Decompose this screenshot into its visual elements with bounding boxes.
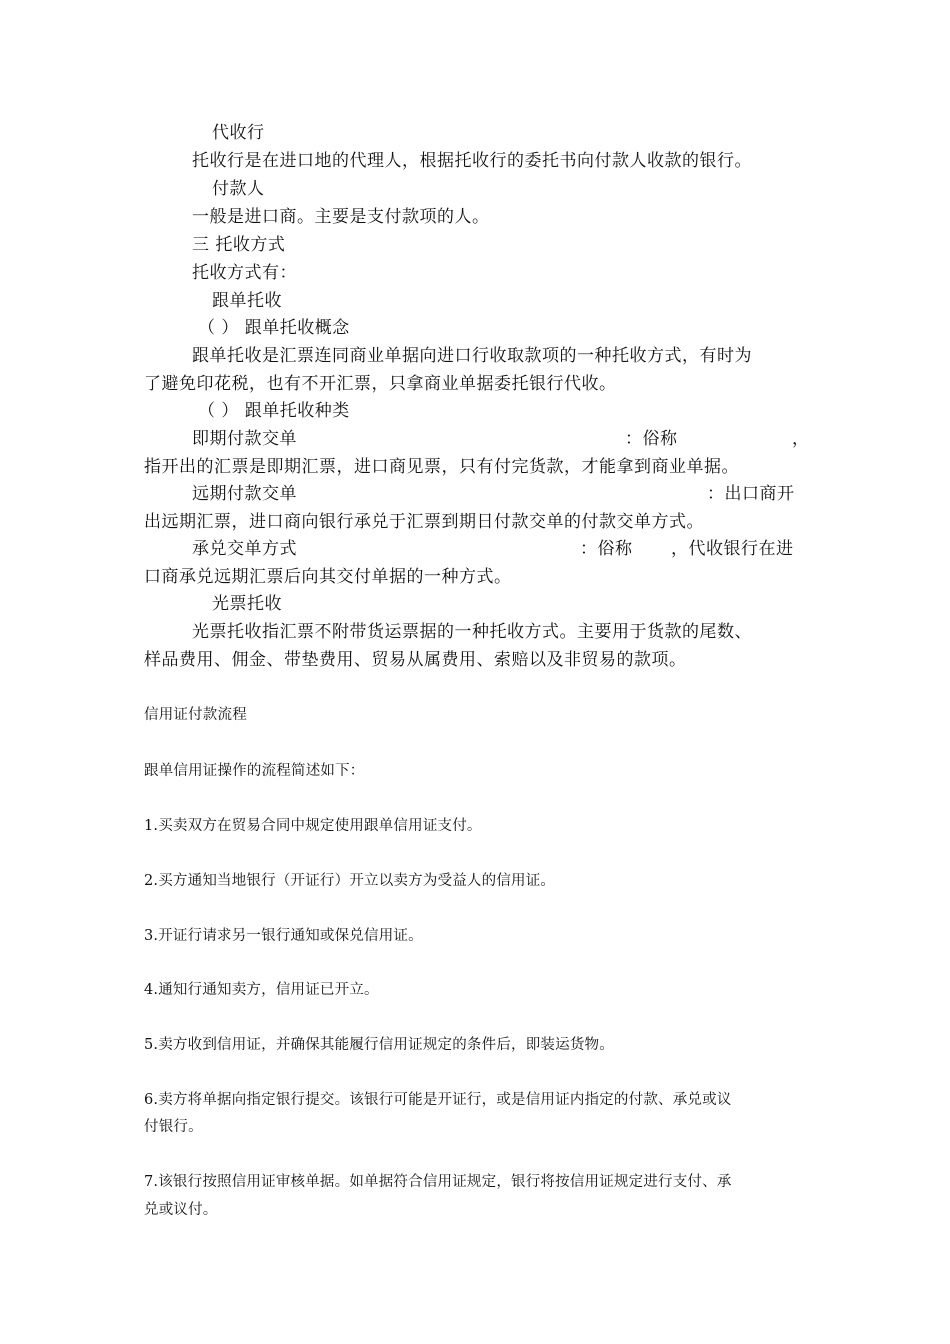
da-line2: 口商承兑远期汇票后向其交付单据的一种方式。 bbox=[144, 567, 512, 587]
lc-intro: 跟单信用证操作的流程简述如下： bbox=[144, 763, 365, 779]
paragraph-collecting-bank: 托收行是在进口地的代理人，根据托收行的委托书向付款人收款的银行。 bbox=[192, 151, 752, 171]
lc-step-7-line1: 7.该银行按照信用证审核单据。如单据符合信用证规定，银行将按信用证规定进行支付、承 bbox=[144, 1174, 732, 1190]
dp-sight-line2: 指开出的汇票是即期汇票，进口商见票，只有付完货款，才能拿到商业单据。 bbox=[144, 457, 739, 477]
collection-methods-intro: 托收方式有： bbox=[192, 263, 297, 283]
heading-collecting-bank: 代收行 bbox=[212, 123, 265, 143]
documentary-concept-line1: 跟单托收是汇票连同商业单据向进口行收取款项的一种托收方式，有时为 bbox=[192, 346, 752, 366]
lc-step-7-line2: 兑或议付。 bbox=[144, 1202, 218, 1218]
clean-collection-line2: 样品费用、佣金、带垫费用、贸易从属费用、索赔以及非贸易的款项。 bbox=[144, 650, 687, 670]
subheading-documentary-types: （ ） 跟单托收种类 bbox=[198, 401, 350, 421]
heading-documentary-collection: 跟单托收 bbox=[212, 291, 282, 311]
lc-title: 信用证付款流程 bbox=[144, 707, 247, 723]
subheading-documentary-concept: （ ） 跟单托收概念 bbox=[198, 318, 350, 338]
paragraph-drawee: 一般是进口商。主要是支付款项的人。 bbox=[192, 207, 490, 227]
dp-sight-colon: ：俗称 bbox=[625, 429, 678, 449]
dp-sight-comma: ， bbox=[792, 429, 810, 449]
da-colon: ：俗称 bbox=[580, 539, 633, 559]
lc-step-6-line2: 付银行。 bbox=[144, 1119, 203, 1135]
dp-sight-label: 即期付款交单 bbox=[192, 429, 297, 449]
lc-step-5: 5.卖方收到信用证，并确保其能履行信用证规定的条件后，即装运货物。 bbox=[144, 1037, 614, 1053]
lc-step-6-line1: 6.卖方将单据向指定银行提交。该银行可能是开证行，或是信用证内指定的付款、承兑或议 bbox=[144, 1092, 732, 1108]
lc-step-3: 3.开证行请求另一银行通知或保兑信用证。 bbox=[144, 928, 423, 944]
clean-collection-line1: 光票托收指汇票不附带货运票据的一种托收方式。主要用于货款的尾数、 bbox=[192, 622, 752, 642]
dp-usance-line2: 出远期汇票，进口商向银行承兑于汇票到期日付款交单的付款交单方式。 bbox=[144, 512, 704, 532]
section-title-collection-methods: 三 托收方式 bbox=[192, 235, 286, 255]
dp-usance-rest: ：出口商开 bbox=[707, 484, 795, 504]
lc-step-1: 1.买卖双方在贸易合同中规定使用跟单信用证支付。 bbox=[144, 818, 482, 834]
documentary-concept-line2: 了避免印花税，也有不开汇票，只拿商业单据委托银行代收。 bbox=[144, 374, 617, 394]
lc-step-2: 2.买方通知当地银行（开证行）开立以卖方为受益人的信用证。 bbox=[144, 873, 556, 889]
heading-drawee: 付款人 bbox=[212, 179, 265, 199]
dp-usance-label: 远期付款交单 bbox=[192, 484, 297, 504]
heading-clean-collection: 光票托收 bbox=[212, 594, 282, 614]
da-rest: ，代收银行在进 bbox=[671, 539, 794, 559]
lc-step-4: 4.通知行通知卖方，信用证已开立。 bbox=[144, 982, 379, 998]
da-label: 承兑交单方式 bbox=[192, 539, 297, 559]
